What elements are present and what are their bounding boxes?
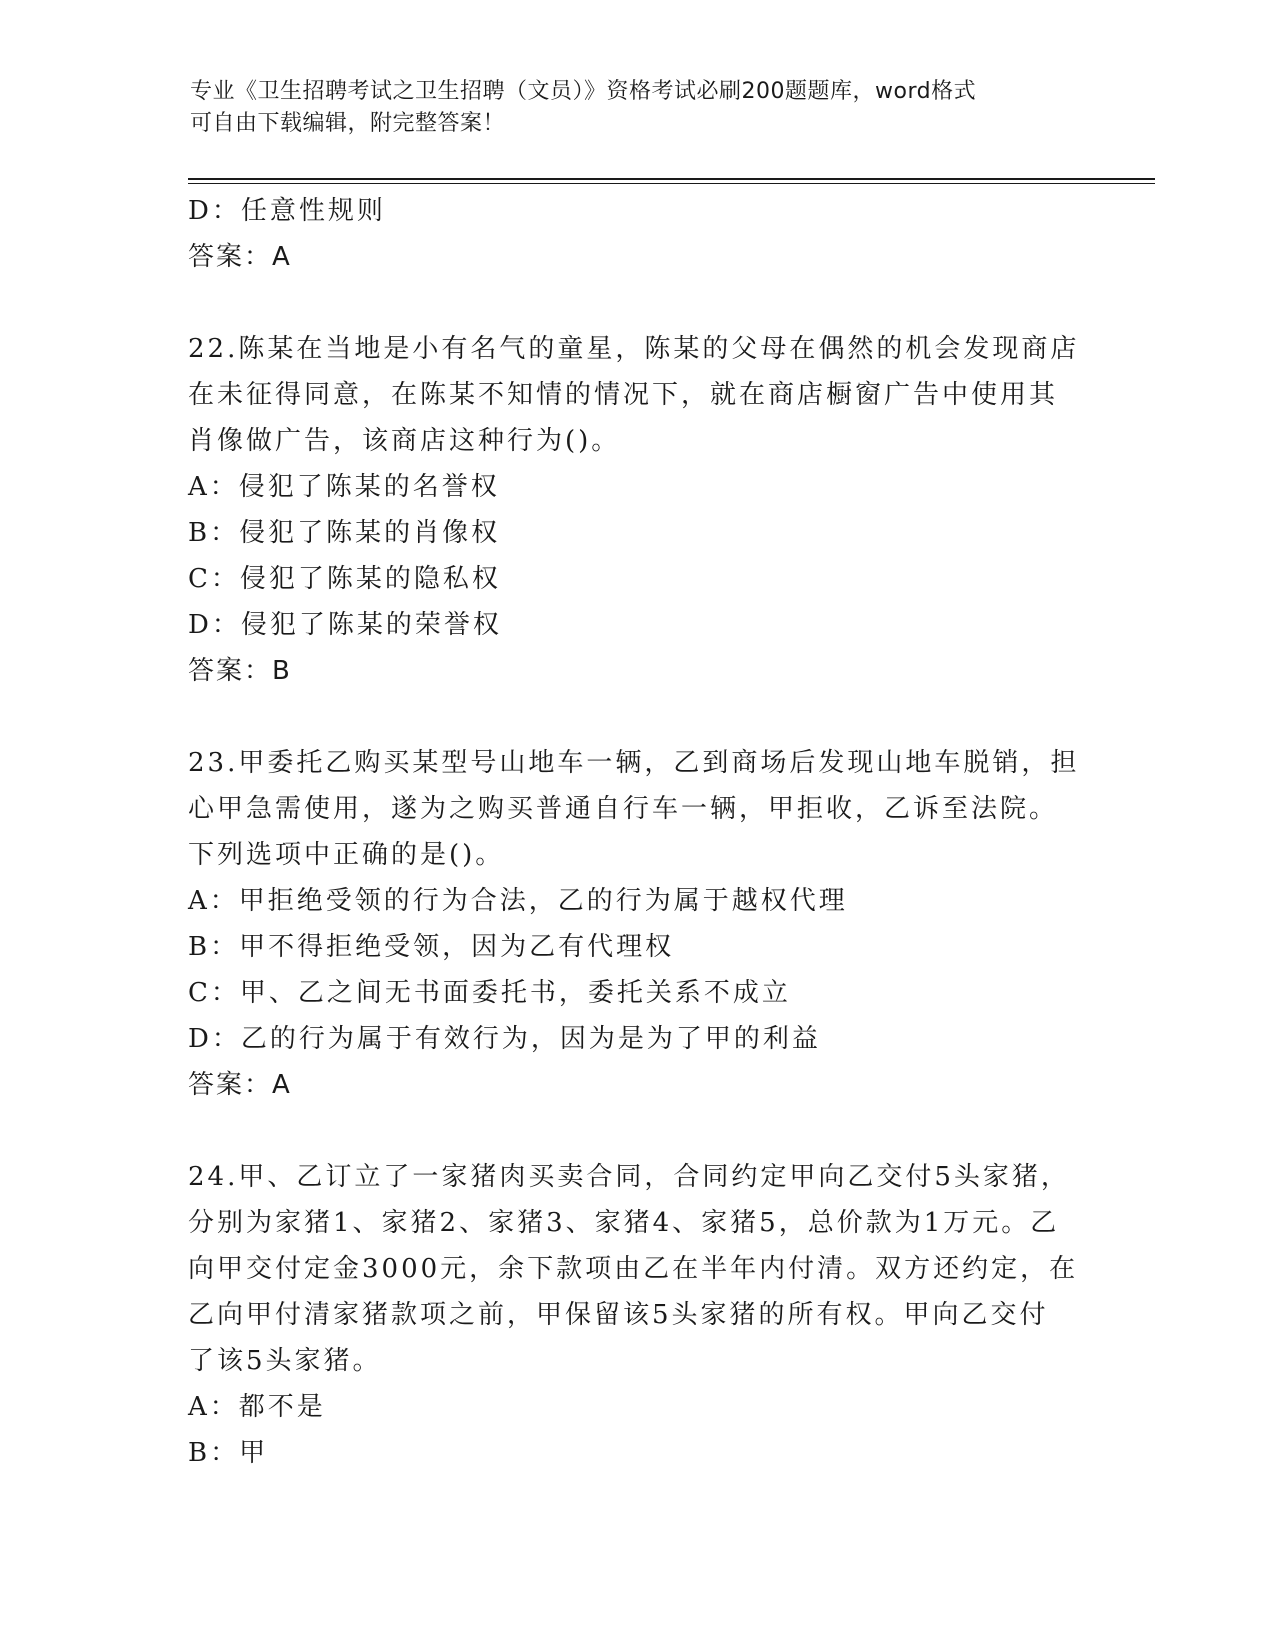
- question-24-line-4: 乙向甲付清家猪款项之前，甲保留该5头家猪的所有权。甲向乙交付: [188, 1300, 1049, 1330]
- question-23-option-d: D：乙的行为属于有效行为，因为是为了甲的利益: [188, 1024, 821, 1054]
- spacer: [188, 280, 1088, 326]
- question-23-answer: 答案：A: [188, 1070, 292, 1100]
- question-24-line-5: 了该5头家猪。: [188, 1346, 382, 1376]
- question-23-line-3: 下列选项中正确的是()。: [188, 840, 505, 870]
- spacer: [188, 694, 1088, 740]
- prev-option-d: D：任意性规则: [188, 196, 386, 226]
- document-header: [190, 76, 1070, 140]
- question-24-line-3: 向甲交付定金3000元，余下款项由乙在半年内付清。双方还约定，在: [188, 1254, 1079, 1284]
- question-24-line-2: 分别为家猪1、家猪2、家猪3、家猪4、家猪5，总价款为1万元。乙: [188, 1208, 1060, 1238]
- question-23: [188, 740, 1088, 1108]
- header-divider-thin: [188, 183, 1155, 184]
- question-24-option-a: A：都不是: [188, 1392, 326, 1422]
- question-22-option-b: B：侵犯了陈某的肖像权: [188, 518, 501, 548]
- header-line-2: 可自由下载编辑，附完整答案！: [190, 111, 506, 136]
- question-22-line-2: 在未征得同意，在陈某不知情的情况下，就在商店橱窗广告中使用其: [188, 380, 1059, 410]
- spacer: [188, 1108, 1088, 1154]
- prev-answer: 答案：A: [188, 242, 292, 272]
- question-22-option-a: A：侵犯了陈某的名誉权: [188, 472, 500, 502]
- question-24-line-1: 24.甲、乙订立了一家猪肉买卖合同，合同约定甲向乙交付5头家猪，: [188, 1162, 1070, 1192]
- header-divider-thick: [188, 178, 1155, 180]
- question-22-line-3: 肖像做广告，该商店这种行为()。: [188, 426, 621, 456]
- question-22-answer: 答案：B: [188, 656, 292, 686]
- question-23-line-1: 23.甲委托乙购买某型号山地车一辆，乙到商场后发现山地车脱销，担: [188, 748, 1080, 778]
- question-23-option-c: C：甲、乙之间无书面委托书，委托关系不成立: [188, 978, 791, 1008]
- question-22-line-1: 22.陈某在当地是小有名气的童星，陈某的父母在偶然的机会发现商店: [188, 334, 1080, 364]
- question-22: [188, 326, 1088, 694]
- question-23-option-a: A：甲拒绝受领的行为合法，乙的行为属于越权代理: [188, 886, 848, 916]
- question-24-option-b: B：甲: [188, 1438, 269, 1468]
- question-22-option-d: D：侵犯了陈某的荣誉权: [188, 610, 502, 640]
- question-22-option-c: C：侵犯了陈某的隐私权: [188, 564, 501, 594]
- header-line-1: 专业《卫生招聘考试之卫生招聘（文员）》资格考试必刷200题题库，word格式: [190, 79, 977, 104]
- document-body: [188, 188, 1088, 1476]
- question-23-line-2: 心甲急需使用，遂为之购买普通自行车一辆，甲拒收，乙诉至法院。: [188, 794, 1059, 824]
- question-23-option-b: B：甲不得拒绝受领，因为乙有代理权: [188, 932, 675, 962]
- question-24: [188, 1154, 1088, 1476]
